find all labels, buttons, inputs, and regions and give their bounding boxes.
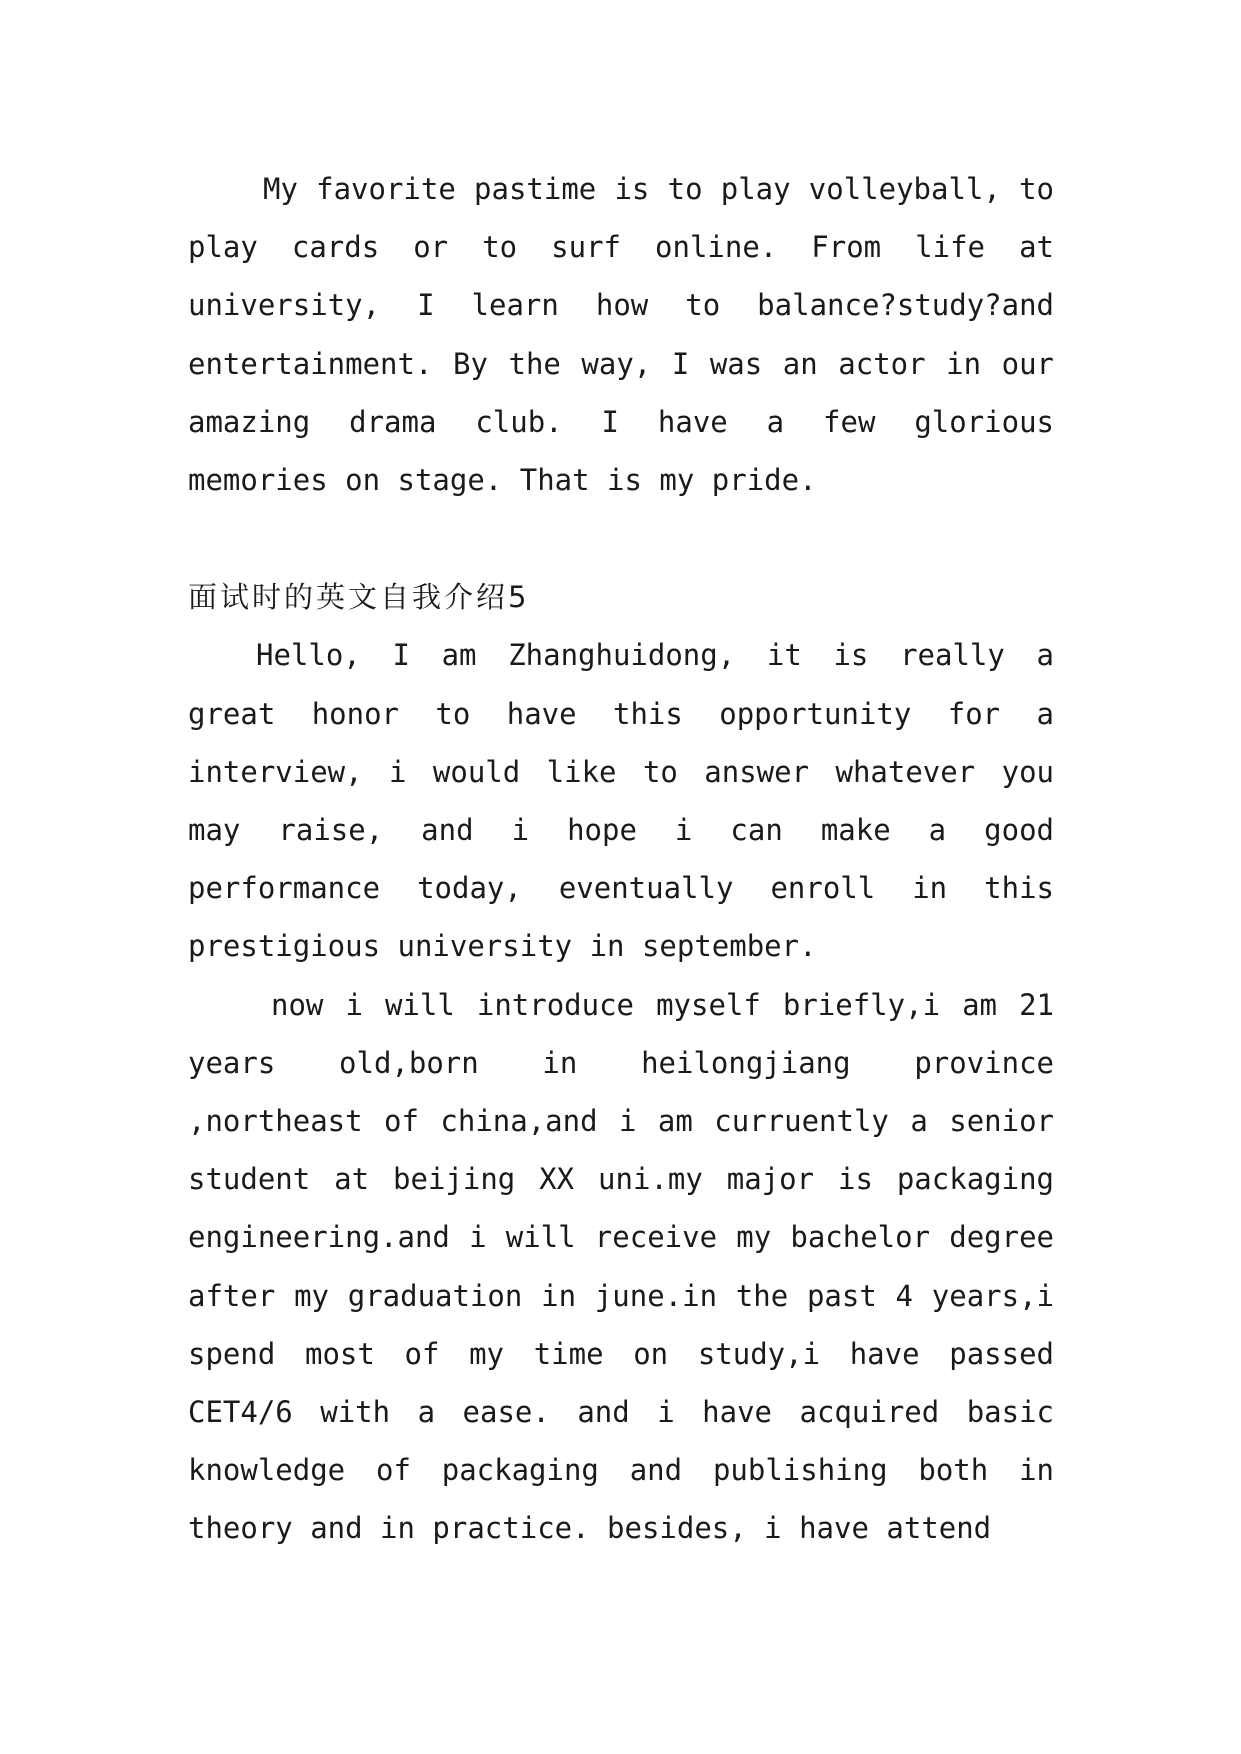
- paragraph-hello: Hello, I am Zhanghuidong, it is really a great honor to have this opportunity for a interview, i would like to answer whatever you may raise, and i hope i can make a good performance today, eventually enroll in this prestigious university in september.: [188, 638, 1054, 964]
- document-body: [188, 160, 1054, 1558]
- section-heading: 面试时的英文自我介绍5: [188, 580, 530, 615]
- paragraph-intro: now i will introduce myself briefly,i am 21 years old,born in heilongjiang province ,northeast of china,and i am curruently a senior student at beijing XX uni.my major is packaging engineering.and i will receive my bachelor degree after my graduation in june.in the past 4 years,i spend most of my time on study,i have passed CET4/6 with a ease. and i have acquired basic knowledge of packaging and publishing both in theory and in practice. besides, i have attend: [188, 987, 1054, 1546]
- paragraph-pastime: My favorite pastime is to play volleyball, to play cards or to surf online. From life at university, I learn how to balance?study?and entertainment. By the way, I was an actor in our amazing drama club. I have a few glorious memories on stage. That is my pride.: [188, 172, 1054, 498]
